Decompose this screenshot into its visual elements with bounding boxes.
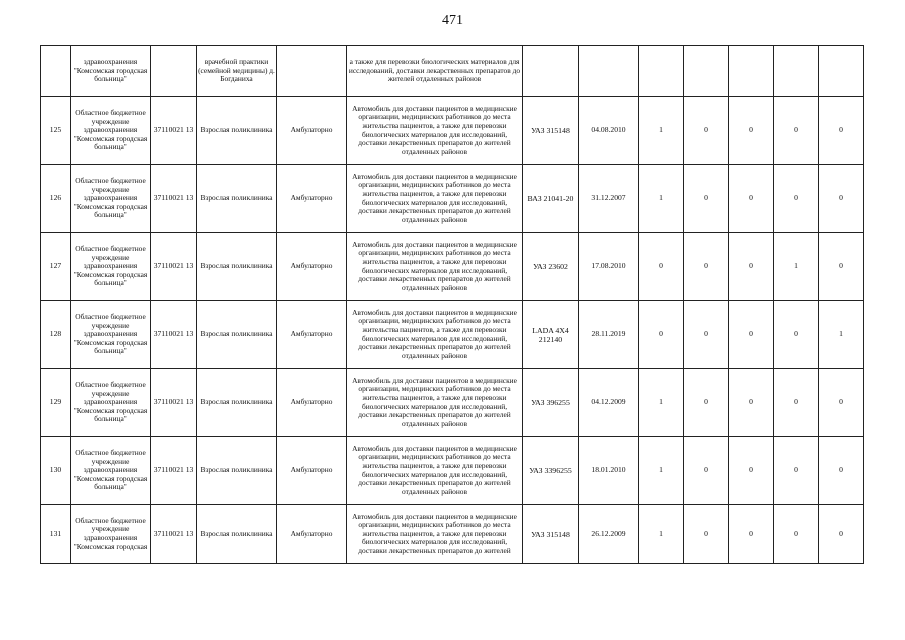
organization-cell: Областное бюджетное учреждение здравоохранения "Комсомская городская больница"	[71, 165, 151, 233]
row-number-cell: 127	[41, 233, 71, 301]
code-cell: 37110021 13	[151, 301, 197, 369]
count-cell: 0	[774, 97, 819, 165]
count-cell: 0	[729, 97, 774, 165]
code-cell: 37110021 13	[151, 165, 197, 233]
count-cell: 0	[819, 165, 864, 233]
unit-cell: Взрослая поликлиника	[197, 369, 277, 437]
row-number-cell: 130	[41, 437, 71, 505]
count-cell: 0	[684, 369, 729, 437]
count-cell: 0	[639, 233, 684, 301]
page-number: 471	[442, 13, 463, 28]
unit-cell: Взрослая поликлиника	[197, 437, 277, 505]
organization-cell: Областное бюджетное учреждение здравоохранения "Комсомская городская	[71, 505, 151, 564]
code-cell	[151, 46, 197, 97]
count-cell	[819, 46, 864, 97]
date-cell	[579, 46, 639, 97]
count-cell: 0	[639, 301, 684, 369]
row-number-cell: 131	[41, 505, 71, 564]
date-cell: 18.01.2010	[579, 437, 639, 505]
count-cell: 0	[684, 505, 729, 564]
code-cell: 37110021 13	[151, 233, 197, 301]
table-row-continuation	[41, 46, 864, 97]
care-type-cell: Амбулаторно	[277, 369, 347, 437]
count-cell: 1	[639, 97, 684, 165]
purpose-cell: Автомобиль для доставки пациентов в медицинские организации, медицинских работников до места жительства пациентов, а также для перевозки биологических материалов для исследований, доставки лекарственных препаратов до жителей отдаленных районов	[347, 369, 523, 437]
organization-cell: Областное бюджетное учреждение здравоохранения "Комсомская городская больница"	[71, 301, 151, 369]
row-number-cell	[41, 46, 71, 97]
count-cell: 0	[819, 233, 864, 301]
count-cell: 0	[729, 301, 774, 369]
model-cell: УАЗ 315148	[523, 97, 579, 165]
count-cell	[774, 46, 819, 97]
table-row	[41, 97, 864, 165]
care-type-cell: Амбулаторно	[277, 301, 347, 369]
table-row	[41, 437, 864, 505]
date-cell: 26.12.2009	[579, 505, 639, 564]
count-cell: 0	[774, 301, 819, 369]
count-cell: 0	[729, 505, 774, 564]
count-cell: 0	[774, 505, 819, 564]
care-type-cell: Амбулаторно	[277, 165, 347, 233]
unit-cell: Взрослая поликлиника	[197, 301, 277, 369]
unit-cell: врачебной практики (семейной медицины) д. Богданиха	[197, 46, 277, 97]
count-cell: 0	[819, 97, 864, 165]
count-cell: 1	[639, 165, 684, 233]
purpose-cell: Автомобиль для доставки пациентов в медицинские организации, медицинских работников до места жительства пациентов, а также для перевозки биологических материалов для исследований, доставки лекарственных препаратов до жителей отдаленных районов	[347, 165, 523, 233]
organization-cell: Областное бюджетное учреждение здравоохранения "Комсомская городская больница"	[71, 437, 151, 505]
count-cell: 0	[684, 301, 729, 369]
vehicle-registry-table	[40, 45, 864, 564]
model-cell: LADA 4X4 212140	[523, 301, 579, 369]
purpose-cell: Автомобиль для доставки пациентов в медицинские организации, медицинских работников до места жительства пациентов, а также для перевозки биологических материалов для исследований, доставки лекарственных препаратов до жителей отдаленных районов	[347, 437, 523, 505]
count-cell	[684, 46, 729, 97]
count-cell: 0	[819, 369, 864, 437]
count-cell: 1	[819, 301, 864, 369]
code-cell: 37110021 13	[151, 437, 197, 505]
count-cell: 0	[684, 97, 729, 165]
date-cell: 17.08.2010	[579, 233, 639, 301]
care-type-cell: Амбулаторно	[277, 233, 347, 301]
purpose-cell: Автомобиль для доставки пациентов в медицинские организации, медицинских работников до места жительства пациентов, а также для перевозки биологических материалов для исследований, доставки лекарственных препаратов до жителей отдаленных районов	[347, 233, 523, 301]
code-cell: 37110021 13	[151, 97, 197, 165]
date-cell: 28.11.2019	[579, 301, 639, 369]
care-type-cell	[277, 46, 347, 97]
organization-cell: Областное бюджетное учреждение здравоохранения "Комсомская городская больница"	[71, 233, 151, 301]
count-cell: 0	[774, 437, 819, 505]
row-number-cell: 128	[41, 301, 71, 369]
table-row	[41, 505, 864, 564]
row-number-cell: 125	[41, 97, 71, 165]
organization-cell: Областное бюджетное учреждение здравоохранения "Комсомская городская больница"	[71, 97, 151, 165]
unit-cell: Взрослая поликлиника	[197, 165, 277, 233]
code-cell: 37110021 13	[151, 369, 197, 437]
count-cell: 0	[729, 369, 774, 437]
count-cell: 1	[639, 505, 684, 564]
table-row	[41, 165, 864, 233]
code-cell: 37110021 13	[151, 505, 197, 564]
purpose-cell: Автомобиль для доставки пациентов в медицинские организации, медицинских работников до места жительства пациентов, а также для перевозки биологических материалов для исследований, доставки лекарственных препаратов до жителей отдаленных районов	[347, 301, 523, 369]
model-cell: УАЗ 315148	[523, 505, 579, 564]
count-cell: 0	[774, 165, 819, 233]
model-cell: ВАЗ 21041-20	[523, 165, 579, 233]
count-cell: 0	[819, 505, 864, 564]
model-cell: УАЗ 396255	[523, 369, 579, 437]
count-cell: 0	[729, 437, 774, 505]
count-cell: 0	[684, 437, 729, 505]
date-cell: 04.12.2009	[579, 369, 639, 437]
organization-cell: Областное бюджетное учреждение здравоохранения "Комсомская городская больница"	[71, 369, 151, 437]
count-cell: 0	[774, 369, 819, 437]
count-cell: 1	[774, 233, 819, 301]
count-cell: 0	[684, 165, 729, 233]
table-row	[41, 369, 864, 437]
model-cell	[523, 46, 579, 97]
model-cell: УАЗ 3396255	[523, 437, 579, 505]
count-cell: 0	[729, 233, 774, 301]
count-cell	[639, 46, 684, 97]
care-type-cell: Амбулаторно	[277, 437, 347, 505]
row-number-cell: 129	[41, 369, 71, 437]
care-type-cell: Амбулаторно	[277, 97, 347, 165]
count-cell: 1	[639, 437, 684, 505]
date-cell: 31.12.2007	[579, 165, 639, 233]
purpose-cell: а также для перевозки биологических материалов для исследований, доставки лекарственных препаратов до жителей отдаленных районов	[347, 46, 523, 97]
care-type-cell: Амбулаторно	[277, 505, 347, 564]
unit-cell: Взрослая поликлиника	[197, 505, 277, 564]
date-cell: 04.08.2010	[579, 97, 639, 165]
table-row	[41, 301, 864, 369]
purpose-cell: Автомобиль для доставки пациентов в медицинские организации, медицинских работников до места жительства пациентов, а также для перевозки биологических материалов для исследований, доставки лекарственных препаратов до жителей отдаленных районов	[347, 97, 523, 165]
unit-cell: Взрослая поликлиника	[197, 233, 277, 301]
count-cell: 0	[819, 437, 864, 505]
row-number-cell: 126	[41, 165, 71, 233]
purpose-cell: Автомобиль для доставки пациентов в медицинские организации, медицинских работников до места жительства пациентов, а также для перевозки биологических материалов для исследований, доставки лекарственных препаратов до жителей	[347, 505, 523, 564]
unit-cell: Взрослая поликлиника	[197, 97, 277, 165]
count-cell: 1	[639, 369, 684, 437]
organization-cell: здравоохранения "Комсомская городская больница"	[71, 46, 151, 97]
count-cell	[729, 46, 774, 97]
count-cell: 0	[729, 165, 774, 233]
model-cell: УАЗ 23602	[523, 233, 579, 301]
count-cell: 0	[684, 233, 729, 301]
table-row	[41, 233, 864, 301]
